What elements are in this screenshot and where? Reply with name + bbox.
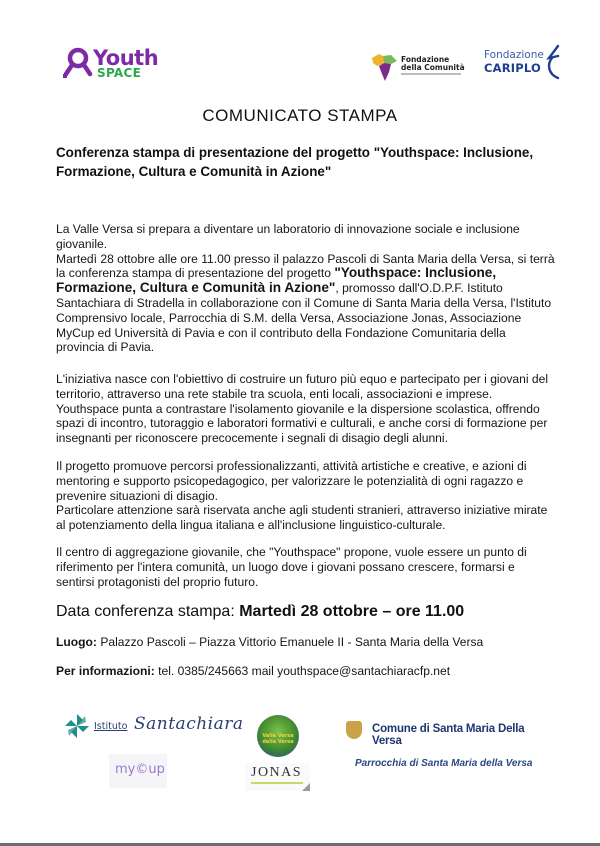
- contact-label: Per informazioni:: [56, 664, 155, 678]
- contact-info: [56, 664, 450, 678]
- valle-versa-logo: [257, 715, 299, 757]
- date-label: Data conferenza stampa:: [56, 603, 240, 620]
- location-label: Luogo:: [56, 635, 97, 649]
- valle-versa-text: Valle Versa della Versa: [262, 733, 294, 745]
- location-value: Palazzo Pascoli – Piazza Vittorio Emanuele II - Santa Maria della Versa: [96, 635, 484, 649]
- youthspace-logo-word2: SPACE: [97, 66, 142, 80]
- page-title: COMUNICATO STAMPA: [202, 106, 398, 125]
- province-map-icon: [371, 52, 399, 82]
- page-curl-icon: [302, 783, 310, 791]
- jonas-text: JONAS: [251, 765, 303, 780]
- project-name: "Youthspace: Inclusione, Formazione, Cultura e Comunità in Azione": [56, 265, 497, 296]
- paragraph-center: Il centro di aggregazione giovanile, che "Youthspace" propone, vuole essere un punto di riferimento per l'intera comunità, un luogo dove i giovani possano crescere, formarsi e sentirsi protagonisti del proprio futuro.: [56, 545, 527, 589]
- fondazione-comunita-line2: della Comunità: [401, 63, 465, 72]
- istituto-santachiara-logo: [64, 713, 244, 741]
- contact-value: tel. 0385/245663 mail youthspace@santachiaracfp.net: [154, 664, 451, 678]
- fondazione-comunita-line1: Fondazione: [401, 55, 450, 64]
- comune-name: Comune di Santa Maria Della Versa: [372, 723, 525, 747]
- youthspace-logo-word1: Youth: [93, 46, 159, 70]
- santachiara-name: Santachiara: [134, 714, 244, 734]
- date-value: Martedì 28 ottobre – ore 11.00: [239, 603, 465, 620]
- cariplo-line1: Fondazione: [484, 49, 544, 61]
- pinwheel-icon: [64, 713, 90, 739]
- jonas-logo: [245, 763, 310, 791]
- intro-sentence: La Valle Versa si prepara a diventare un laboratorio di innovazione sociale e inclusione giovanile.: [56, 222, 520, 251]
- fondazione-comunita-fineprint: [401, 73, 461, 75]
- paragraph-intro: [56, 222, 556, 355]
- page-subtitle: Conferenza stampa di presentazione del progetto "Youthspace: Inclusione, Formazione, Cultura e Comunità in Azione": [56, 145, 534, 179]
- fondazione-cariplo-logo: [484, 47, 564, 81]
- paragraph-objective: L'iniziativa nasce con l'obiettivo di costruire un futuro più equo e partecipato per i giovani del territorio, attraverso una rete stabile tra scuola, enti locali, associazioni e imprese. Youthspace punta a contrastare l'isolamento giovanile e la dispersione scolastica, offrendo spazi di incontro, tutoraggio e laboratori formativi e culturali, e anche corsi di formazione per insegnanti per riconoscere precocemente i segnali di disagio degli alunni.: [56, 372, 549, 446]
- fondazione-comunita-logo: [371, 52, 466, 82]
- magnifier-person-icon: [63, 47, 93, 81]
- comune-logo: [346, 720, 546, 747]
- santachiara-prefix: Istituto: [94, 721, 128, 732]
- announcement-text: Martedì 28 ottobre alle ore 11.00 presso il palazzo Pascoli di Santa Maria della Versa, si terrà la conferenza stampa di presentazione del progetto: [56, 251, 555, 281]
- mycup-text: my©up: [115, 762, 165, 777]
- parrocchia-logo: Parrocchia di Santa Maria della Versa: [355, 758, 533, 769]
- jonas-underline: [251, 782, 303, 784]
- programs-text: Il progetto promuove percorsi professionalizzanti, attività artistiche e creative, e azioni di mentoring e supporto psicopedagogico, per valorizzare le potenzialità di ogni ragazzo e prevenire situazioni di disagio.: [56, 459, 527, 503]
- paragraph-programs: [56, 459, 556, 533]
- coat-of-arms-icon: [346, 721, 362, 739]
- partners-text: , promosso dall'O.D.P.F. Istituto Santachiara di Stradella in collaborazione con il Comune di Santa Maria della Versa, l'Istituto Comprensivo locale, Parrocchia di S.M. della Versa, Associazione Jonas, Associazione MyCup ed Università di Pavia e con il contributo della Fondazione Comunitaria della provincia di Pavia.: [56, 281, 552, 355]
- location-info: [56, 635, 483, 649]
- conference-date: [56, 603, 464, 621]
- mycup-logo: [109, 754, 167, 788]
- cariplo-swirl-icon: [546, 44, 560, 80]
- cariplo-line2: CARIPLO: [484, 61, 541, 75]
- youthspace-logo: [63, 46, 163, 82]
- foreign-students-text: Particolare attenzione sarà riservata anche agli studenti stranieri, attraverso iniziative mirate al potenziamento della lingua italiana e all'inclusione linguistico-culturale.: [56, 503, 548, 533]
